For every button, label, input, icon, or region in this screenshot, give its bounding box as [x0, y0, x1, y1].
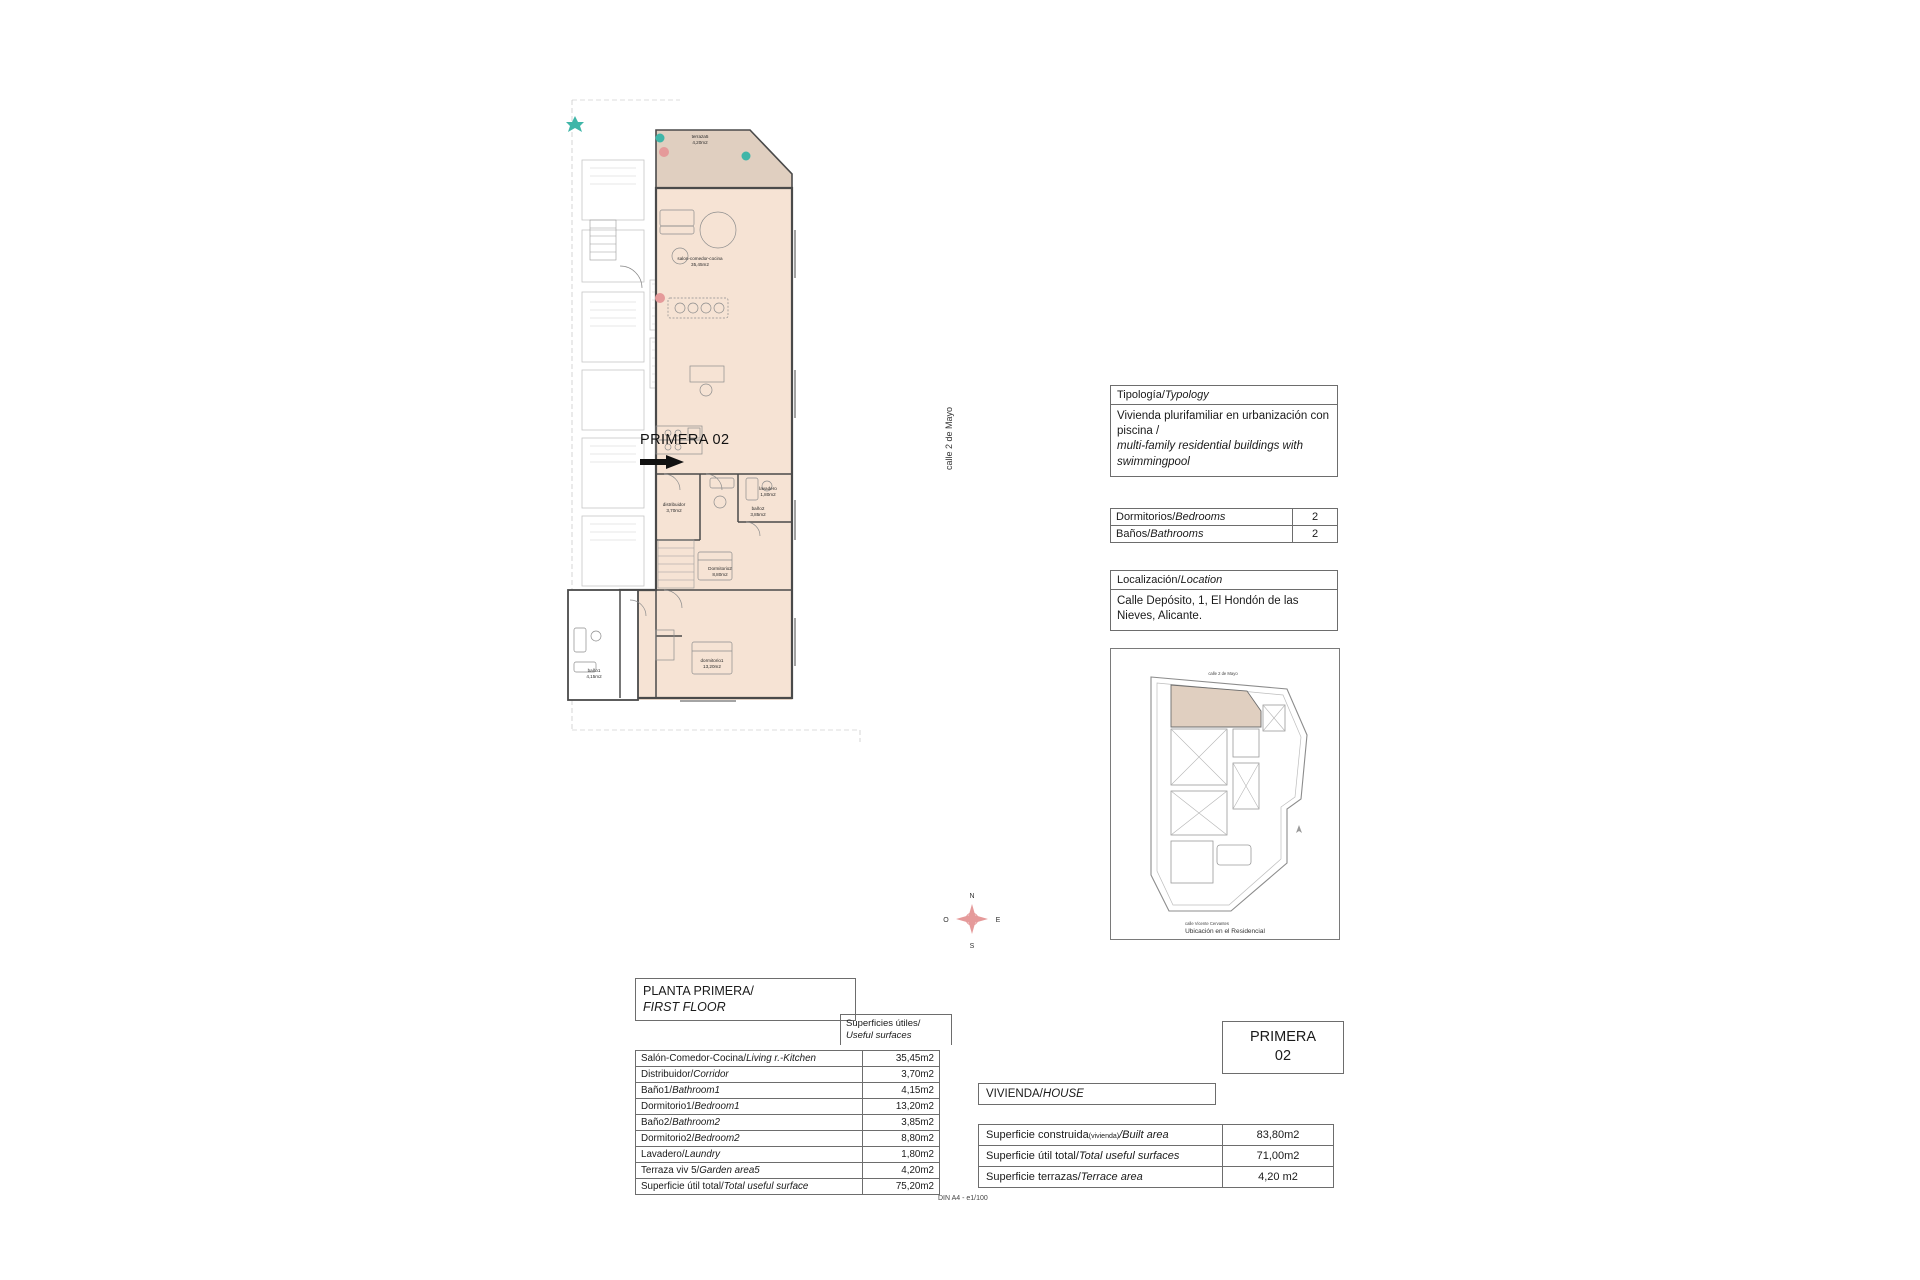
- house-header-es: VIVIENDA/: [986, 1088, 1043, 1100]
- built-area-label-es: Superficie construida: [986, 1129, 1089, 1141]
- table-row: [636, 1115, 940, 1131]
- table-row: [1111, 526, 1338, 543]
- surface-value-number: 4,15: [901, 1085, 921, 1096]
- table-row: [979, 1125, 1334, 1146]
- table-row: [636, 1147, 940, 1163]
- surface-name-en: Bathroom1: [672, 1085, 720, 1096]
- surface-name-es: Baño1/: [641, 1085, 673, 1096]
- bedrooms-value: 2: [1293, 509, 1338, 526]
- bathrooms-label-es: Baños/: [1116, 528, 1151, 540]
- surface-value-number: 3,70: [901, 1069, 921, 1080]
- typology-body: [1110, 405, 1338, 477]
- site-map-drawing: [1111, 649, 1339, 939]
- svg-text:3,70m2: 3,70m2: [666, 508, 682, 513]
- table-row: [636, 1083, 940, 1099]
- terrace-area: [656, 130, 792, 188]
- floor-title-en: FIRST FLOOR: [643, 999, 726, 1014]
- surface-total-name: [636, 1179, 863, 1195]
- typology-header-es: Tipología/: [1117, 389, 1165, 401]
- terrace-area-label-es: Superficie terrazas/: [986, 1171, 1081, 1183]
- table-row: [979, 1167, 1334, 1188]
- svg-text:E: E: [995, 917, 1001, 924]
- surface-value-unit: m2: [920, 1101, 934, 1112]
- surface-name-es: Distribuidor/: [641, 1069, 694, 1080]
- bathrooms-label: [1111, 526, 1293, 543]
- table-row: [636, 1131, 940, 1147]
- surface-name-es: Salón-Comedor-Cocina/: [641, 1053, 747, 1064]
- surface-total-number: 75,20: [895, 1181, 921, 1192]
- surface-name-es: Dormitorio1/: [641, 1101, 695, 1112]
- table-row: [636, 1099, 940, 1115]
- unit-badge: [1222, 1021, 1344, 1074]
- svg-text:8,80m2: 8,80m2: [712, 572, 728, 577]
- table-row: [636, 1067, 940, 1083]
- table-row: [636, 1163, 940, 1179]
- svg-text:4,15m2: 4,15m2: [586, 674, 602, 679]
- typology-text-en: multi-family residential buildings with swimmingpool: [1117, 440, 1303, 468]
- useful-surfaces-header: [840, 1014, 952, 1045]
- surface-value: [863, 1131, 940, 1147]
- surface-value-number: 3,85: [901, 1117, 921, 1128]
- built-area-label: [979, 1125, 1223, 1146]
- location-header: [1110, 570, 1338, 590]
- svg-text:terraza5: terraza5: [691, 134, 709, 139]
- svg-text:S: S: [969, 943, 975, 950]
- surface-name-en: Bedroom2: [694, 1133, 740, 1144]
- surface-value-number: 1,80: [901, 1149, 921, 1160]
- surface-total-name-en: Total useful surface: [723, 1181, 809, 1192]
- typology-box: [1110, 385, 1338, 477]
- location-header-en: Location: [1180, 574, 1223, 586]
- location-box: [1110, 570, 1338, 631]
- bathrooms-value: 2: [1293, 526, 1338, 543]
- svg-text:35,45m2: 35,45m2: [691, 262, 709, 267]
- surface-name-en: Bedroom1: [694, 1101, 740, 1112]
- surface-name-es: Baño2/: [641, 1117, 673, 1128]
- sitemap-caption: Ubicación en el Residencial: [1185, 928, 1265, 935]
- surface-name: [636, 1163, 863, 1179]
- surface-value-unit: m2: [920, 1053, 934, 1064]
- surface-value: [863, 1083, 940, 1099]
- terrace-area-label-en: Terrace area: [1080, 1171, 1143, 1183]
- surface-value-unit: m2: [920, 1117, 934, 1128]
- sheet-format-note: DIN A4 - e1/100: [938, 1195, 988, 1202]
- surface-value: [863, 1115, 940, 1131]
- svg-text:salon-comedor-cocina: salon-comedor-cocina: [677, 256, 723, 261]
- floor-title-box: [635, 978, 856, 1021]
- total-useful-label: [979, 1146, 1223, 1167]
- bedrooms-label-en: Bedrooms: [1175, 511, 1226, 523]
- unit-badge-line2: 02: [1274, 1047, 1292, 1064]
- house-header: [978, 1083, 1216, 1105]
- bathroom1-room: [568, 590, 638, 700]
- surface-name: [636, 1131, 863, 1147]
- built-area-value: 83,80m2: [1223, 1125, 1334, 1146]
- floor-plan-drawing: [560, 70, 960, 770]
- total-useful-label-es: Superficie útil total/: [986, 1150, 1079, 1162]
- surface-name: [636, 1099, 863, 1115]
- floor-title-es: PLANTA PRIMERA/: [643, 984, 754, 998]
- surface-value-unit: m2: [920, 1133, 934, 1144]
- surface-name-en: Living r.-Kitchen: [746, 1053, 816, 1064]
- svg-text:N: N: [969, 893, 975, 900]
- table-row: [1111, 509, 1338, 526]
- surface-value: [863, 1051, 940, 1067]
- location-address: Calle Depósito, 1, El Hondón de las Nieves, Alicante.: [1110, 590, 1338, 631]
- svg-text:baño1: baño1: [587, 668, 601, 673]
- surface-total-name-es: Superficie útil total/: [641, 1181, 724, 1192]
- surface-value-unit: m2: [920, 1149, 934, 1160]
- sitemap-street-bottom: calle Vicente Cervantes: [1185, 921, 1229, 926]
- surface-name-en: Bathroom2: [672, 1117, 720, 1128]
- surface-value: [863, 1163, 940, 1179]
- surface-value: [863, 1099, 940, 1115]
- useful-surfaces-header-en: Useful surfaces: [846, 1029, 912, 1041]
- table-row: [979, 1146, 1334, 1167]
- surface-value-unit: m2: [920, 1085, 934, 1096]
- surface-name-es: Terraza viv 5/: [641, 1165, 700, 1176]
- surface-name-en: Garden area5: [699, 1165, 760, 1176]
- rooms-count-table: [1110, 508, 1338, 543]
- surface-value-number: 4,20: [901, 1165, 921, 1176]
- surface-name-en: Laundry: [684, 1149, 720, 1160]
- surface-name-en: Corridor: [693, 1069, 729, 1080]
- site-location-map: [1110, 648, 1340, 940]
- bathrooms-label-en: Bathrooms: [1150, 528, 1204, 540]
- sitemap-street-top: calle 2 de Mayo: [1208, 671, 1238, 676]
- built-area-table: [978, 1124, 1334, 1188]
- surface-name: [636, 1083, 863, 1099]
- svg-text:1,80m2: 1,80m2: [760, 492, 776, 497]
- typology-header-en: Typology: [1164, 389, 1209, 401]
- typology-text-es: Vivienda plurifamiliar en urbanización con piscina /: [1117, 410, 1330, 438]
- total-useful-label-en: Total useful surfaces: [1078, 1150, 1180, 1162]
- house-header-en: HOUSE: [1042, 1088, 1084, 1100]
- svg-text:lavadero: lavadero: [759, 486, 777, 491]
- pointer-arrow-icon: [640, 455, 686, 469]
- terrace-area-label: [979, 1167, 1223, 1188]
- plan-pointer-label: PRIMERA 02: [640, 432, 730, 448]
- surface-name-es: Lavadero/: [641, 1149, 685, 1160]
- typology-header: [1110, 385, 1338, 405]
- svg-text:Dormitorio2: Dormitorio2: [708, 566, 732, 571]
- surface-value: [863, 1067, 940, 1083]
- surface-name: [636, 1067, 863, 1083]
- useful-surfaces-table: [635, 1050, 940, 1195]
- surface-name-es: Dormitorio2/: [641, 1133, 695, 1144]
- compass-rose-icon: [940, 888, 1004, 950]
- surface-value-number: 13,20: [895, 1101, 921, 1112]
- svg-text:dormitorio1: dormitorio1: [700, 658, 724, 663]
- surface-value-number: 35,45: [895, 1053, 921, 1064]
- built-area-label-en: /Built area: [1119, 1129, 1169, 1141]
- surface-value-number: 8,80: [901, 1133, 921, 1144]
- unit-badge-line1: PRIMERA: [1249, 1029, 1317, 1045]
- svg-text:3,85m2: 3,85m2: [750, 512, 766, 517]
- table-row: [636, 1051, 940, 1067]
- svg-text:baño2: baño2: [751, 506, 765, 511]
- total-useful-value: 71,00m2: [1223, 1146, 1334, 1167]
- surface-total-unit: m2: [920, 1181, 934, 1192]
- surface-value-unit: m2: [920, 1165, 934, 1176]
- bedrooms-label-es: Dormitorios/: [1116, 511, 1176, 523]
- surface-name: [636, 1051, 863, 1067]
- surface-name: [636, 1147, 863, 1163]
- location-header-es: Localización/: [1117, 574, 1181, 586]
- svg-text:13,20m2: 13,20m2: [703, 664, 721, 669]
- built-area-label-sub: (vivienda): [1088, 1133, 1120, 1140]
- svg-text:4,20m2: 4,20m2: [692, 140, 708, 145]
- surface-total-value: [863, 1179, 940, 1195]
- svg-text:O: O: [943, 917, 949, 924]
- surface-value: [863, 1147, 940, 1163]
- table-row-total: [636, 1179, 940, 1195]
- surface-name: [636, 1115, 863, 1131]
- street-name-label: calle 2 de Mayo: [944, 406, 954, 470]
- svg-text:distribuidor: distribuidor: [662, 502, 686, 507]
- bedrooms-label: [1111, 509, 1293, 526]
- terrace-area-value: 4,20 m2: [1223, 1167, 1334, 1188]
- highlighted-unit: [1171, 685, 1261, 727]
- surface-value-unit: m2: [920, 1069, 934, 1080]
- useful-surfaces-header-es: Superficies útiles/: [846, 1018, 921, 1029]
